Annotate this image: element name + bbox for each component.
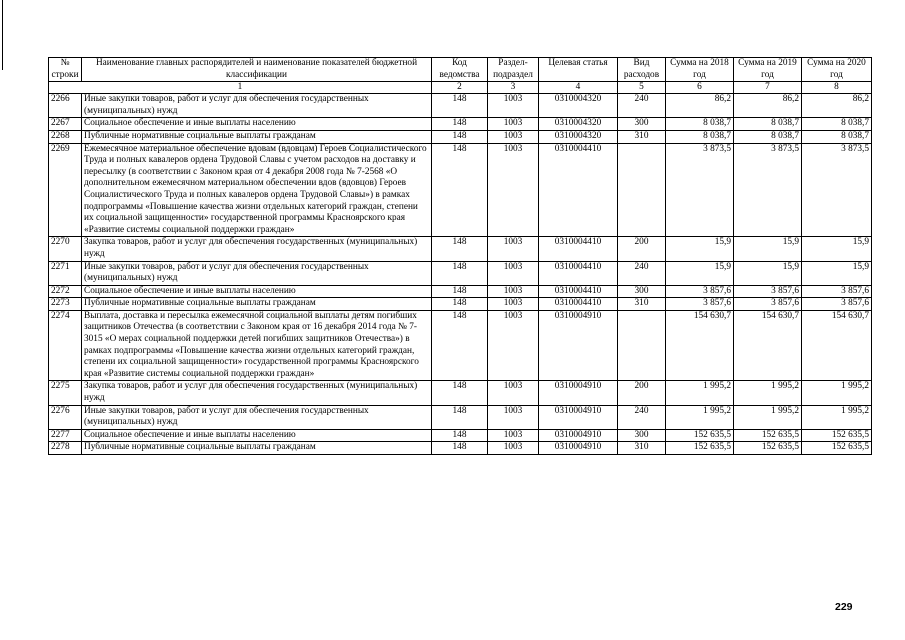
row-number: 2274 — [49, 310, 82, 381]
row-name: Закупка товаров, работ и услуг для обеспечения государственных (муниципальных) нужд — [82, 381, 432, 405]
table-row — [49, 261, 872, 285]
row-target: 0310004910 — [539, 429, 618, 442]
row-name: Социальное обеспечение и иные выплаты населению — [82, 429, 432, 442]
row-dept-code: 148 — [432, 298, 488, 311]
row-expense-type: 200 — [618, 381, 666, 405]
row-dept-code: 148 — [432, 429, 488, 442]
header-dept-code: Код ведомства — [432, 58, 488, 82]
row-section: 1003 — [488, 405, 539, 429]
row-name: Ежемесячное материальное обеспечение вдовам (вдовцам) Героев Социалистического Труда и полных кавалеров ордена Трудовой Славы с учетом расходов на доставку и пересылку (в соответствии с Законом края от 4 декабря 2008 года № 7-2568 «О дополнительном ежемесячном материальном обеспечении вдов (вдовцов) Героев Социалистического Труда и полных кавалеров ордена Трудовой Славы») в рамках подпрограммы «Повышение качества жизни отдельных категорий граждан, степени их социальной защищенности» государственной программы Красноярского края «Развитие системы социальной поддержки граждан» — [82, 143, 432, 237]
header-name: Наименование главных распорядителей и наименование показателей бюджетной классификации — [82, 58, 432, 82]
row-sum-2020: 86,2 — [802, 94, 872, 118]
row-sum-2019: 3 857,6 — [734, 298, 802, 311]
table-row — [49, 381, 872, 405]
row-name: Иные закупки товаров, работ и услуг для обеспечения государственных (муниципальных) нужд — [82, 261, 432, 285]
row-name: Выплата, доставка и пересылка ежемесячной социальной выплаты детям погибших защитников Отечества (в соответствии с Законом края от 16 декабря 2014 года № 7-3015 «О мерах социальной поддержки детей погибших защитников Отечества») в рамках подпрограммы «Повышение качества жизни отдельных категорий граждан, степени их социальной защищенности» государственной программы Красноярского края «Развитие системы социальной поддержки граждан» — [82, 310, 432, 381]
row-sum-2019: 86,2 — [734, 94, 802, 118]
row-dept-code: 148 — [432, 94, 488, 118]
column-index-row — [49, 82, 872, 94]
page-number: 229 — [835, 601, 853, 613]
row-sum-2019: 152 635,5 — [734, 442, 802, 455]
row-sum-2020: 3 857,6 — [802, 298, 872, 311]
row-number: 2268 — [49, 130, 82, 143]
row-expense-type: 300 — [618, 285, 666, 298]
row-name: Иные закупки товаров, работ и услуг для обеспечения государственных (муниципальных) нужд — [82, 405, 432, 429]
margin-line — [2, 0, 3, 70]
header-target: Целевая статья — [539, 58, 618, 82]
row-sum-2018: 152 635,5 — [666, 442, 734, 455]
row-sum-2018: 3 857,6 — [666, 298, 734, 311]
column-index: 1 — [49, 82, 432, 94]
row-target: 0310004410 — [539, 298, 618, 311]
row-expense-type: 300 — [618, 429, 666, 442]
row-expense-type: 310 — [618, 298, 666, 311]
row-section: 1003 — [488, 118, 539, 131]
row-section: 1003 — [488, 298, 539, 311]
row-name: Публичные нормативные социальные выплаты гражданам — [82, 130, 432, 143]
row-section: 1003 — [488, 429, 539, 442]
row-number: 2266 — [49, 94, 82, 118]
row-sum-2018: 15,9 — [666, 261, 734, 285]
row-target: 0310004910 — [539, 381, 618, 405]
header-sum-2018: Сумма на 2018 год — [666, 58, 734, 82]
row-section: 1003 — [488, 143, 539, 237]
row-sum-2020: 3 873,5 — [802, 143, 872, 237]
row-sum-2020: 154 630,7 — [802, 310, 872, 381]
row-number: 2272 — [49, 285, 82, 298]
row-target: 0310004910 — [539, 405, 618, 429]
row-sum-2019: 3 873,5 — [734, 143, 802, 237]
row-expense-type — [618, 143, 666, 237]
row-sum-2019: 15,9 — [734, 261, 802, 285]
row-sum-2020: 3 857,6 — [802, 285, 872, 298]
row-target: 0310004320 — [539, 130, 618, 143]
row-section: 1003 — [488, 381, 539, 405]
row-expense-type: 240 — [618, 94, 666, 118]
table-body — [49, 94, 872, 455]
row-sum-2018: 3 857,6 — [666, 285, 734, 298]
row-name: Социальное обеспечение и иные выплаты населению — [82, 118, 432, 131]
table-row — [49, 442, 872, 455]
row-section: 1003 — [488, 130, 539, 143]
row-dept-code: 148 — [432, 405, 488, 429]
row-sum-2018: 152 635,5 — [666, 429, 734, 442]
row-sum-2018: 8 038,7 — [666, 118, 734, 131]
header-row — [49, 58, 872, 82]
column-index: 5 — [618, 82, 666, 94]
table-row — [49, 298, 872, 311]
row-name: Закупка товаров, работ и услуг для обеспечения государственных (муниципальных) нужд — [82, 237, 432, 261]
row-sum-2020: 15,9 — [802, 237, 872, 261]
row-sum-2020: 152 635,5 — [802, 429, 872, 442]
row-section: 1003 — [488, 94, 539, 118]
row-sum-2019: 1 995,2 — [734, 381, 802, 405]
column-index: 3 — [488, 82, 539, 94]
row-dept-code: 148 — [432, 285, 488, 298]
row-expense-type: 240 — [618, 405, 666, 429]
row-name: Публичные нормативные социальные выплаты гражданам — [82, 298, 432, 311]
row-expense-type: 310 — [618, 130, 666, 143]
row-sum-2020: 1 995,2 — [802, 405, 872, 429]
table-row — [49, 130, 872, 143]
row-number: 2275 — [49, 381, 82, 405]
row-sum-2018: 154 630,7 — [666, 310, 734, 381]
row-target: 0310004910 — [539, 442, 618, 455]
row-number: 2276 — [49, 405, 82, 429]
row-sum-2020: 152 635,5 — [802, 442, 872, 455]
row-sum-2019: 15,9 — [734, 237, 802, 261]
table-row — [49, 405, 872, 429]
row-dept-code: 148 — [432, 118, 488, 131]
column-index: 7 — [734, 82, 802, 94]
row-number: 2269 — [49, 143, 82, 237]
row-number: 2270 — [49, 237, 82, 261]
row-sum-2019: 1 995,2 — [734, 405, 802, 429]
row-dept-code: 148 — [432, 381, 488, 405]
row-number: 2273 — [49, 298, 82, 311]
table-row — [49, 237, 872, 261]
row-number: 2271 — [49, 261, 82, 285]
row-sum-2020: 8 038,7 — [802, 130, 872, 143]
row-sum-2019: 154 630,7 — [734, 310, 802, 381]
row-target: 0310004410 — [539, 261, 618, 285]
row-expense-type: 240 — [618, 261, 666, 285]
header-row-number: № строки — [49, 58, 82, 82]
row-dept-code: 148 — [432, 130, 488, 143]
row-sum-2020: 1 995,2 — [802, 381, 872, 405]
row-target: 0310004410 — [539, 237, 618, 261]
row-name: Иные закупки товаров, работ и услуг для обеспечения государственных (муниципальных) нужд — [82, 94, 432, 118]
table-row — [49, 285, 872, 298]
table-row — [49, 429, 872, 442]
table-row — [49, 310, 872, 381]
table-row — [49, 94, 872, 118]
row-target: 0310004410 — [539, 143, 618, 237]
row-sum-2020: 15,9 — [802, 261, 872, 285]
row-section: 1003 — [488, 237, 539, 261]
row-section: 1003 — [488, 261, 539, 285]
row-sum-2019: 8 038,7 — [734, 118, 802, 131]
column-index: 2 — [432, 82, 488, 94]
header-expense-type: Вид расходов — [618, 58, 666, 82]
row-name: Публичные нормативные социальные выплаты гражданам — [82, 442, 432, 455]
row-dept-code: 148 — [432, 261, 488, 285]
row-expense-type: 310 — [618, 442, 666, 455]
row-sum-2018: 3 873,5 — [666, 143, 734, 237]
row-sum-2019: 3 857,6 — [734, 285, 802, 298]
row-dept-code: 148 — [432, 442, 488, 455]
row-name: Социальное обеспечение и иные выплаты населению — [82, 285, 432, 298]
row-target: 0310004320 — [539, 118, 618, 131]
header-sum-2020: Сумма на 2020 год — [802, 58, 872, 82]
row-sum-2018: 8 038,7 — [666, 130, 734, 143]
row-sum-2018: 1 995,2 — [666, 405, 734, 429]
header-sum-2019: Сумма на 2019 год — [734, 58, 802, 82]
row-sum-2018: 86,2 — [666, 94, 734, 118]
column-index: 4 — [539, 82, 618, 94]
column-index: 6 — [666, 82, 734, 94]
row-sum-2019: 8 038,7 — [734, 130, 802, 143]
row-expense-type: 200 — [618, 237, 666, 261]
row-target: 0310004320 — [539, 94, 618, 118]
row-number: 2278 — [49, 442, 82, 455]
row-expense-type — [618, 310, 666, 381]
row-sum-2019: 152 635,5 — [734, 429, 802, 442]
row-expense-type: 300 — [618, 118, 666, 131]
row-dept-code: 148 — [432, 237, 488, 261]
row-section: 1003 — [488, 442, 539, 455]
row-sum-2018: 15,9 — [666, 237, 734, 261]
row-section: 1003 — [488, 310, 539, 381]
row-dept-code: 148 — [432, 143, 488, 237]
row-number: 2267 — [49, 118, 82, 131]
row-target: 0310004410 — [539, 285, 618, 298]
row-sum-2018: 1 995,2 — [666, 381, 734, 405]
row-dept-code: 148 — [432, 310, 488, 381]
table-row — [49, 118, 872, 131]
header-section: Раздел-подраздел — [488, 58, 539, 82]
column-index: 8 — [802, 82, 872, 94]
row-section: 1003 — [488, 285, 539, 298]
row-number: 2277 — [49, 429, 82, 442]
row-sum-2020: 8 038,7 — [802, 118, 872, 131]
row-target: 0310004910 — [539, 310, 618, 381]
budget-table — [48, 57, 872, 455]
table-row — [49, 143, 872, 237]
